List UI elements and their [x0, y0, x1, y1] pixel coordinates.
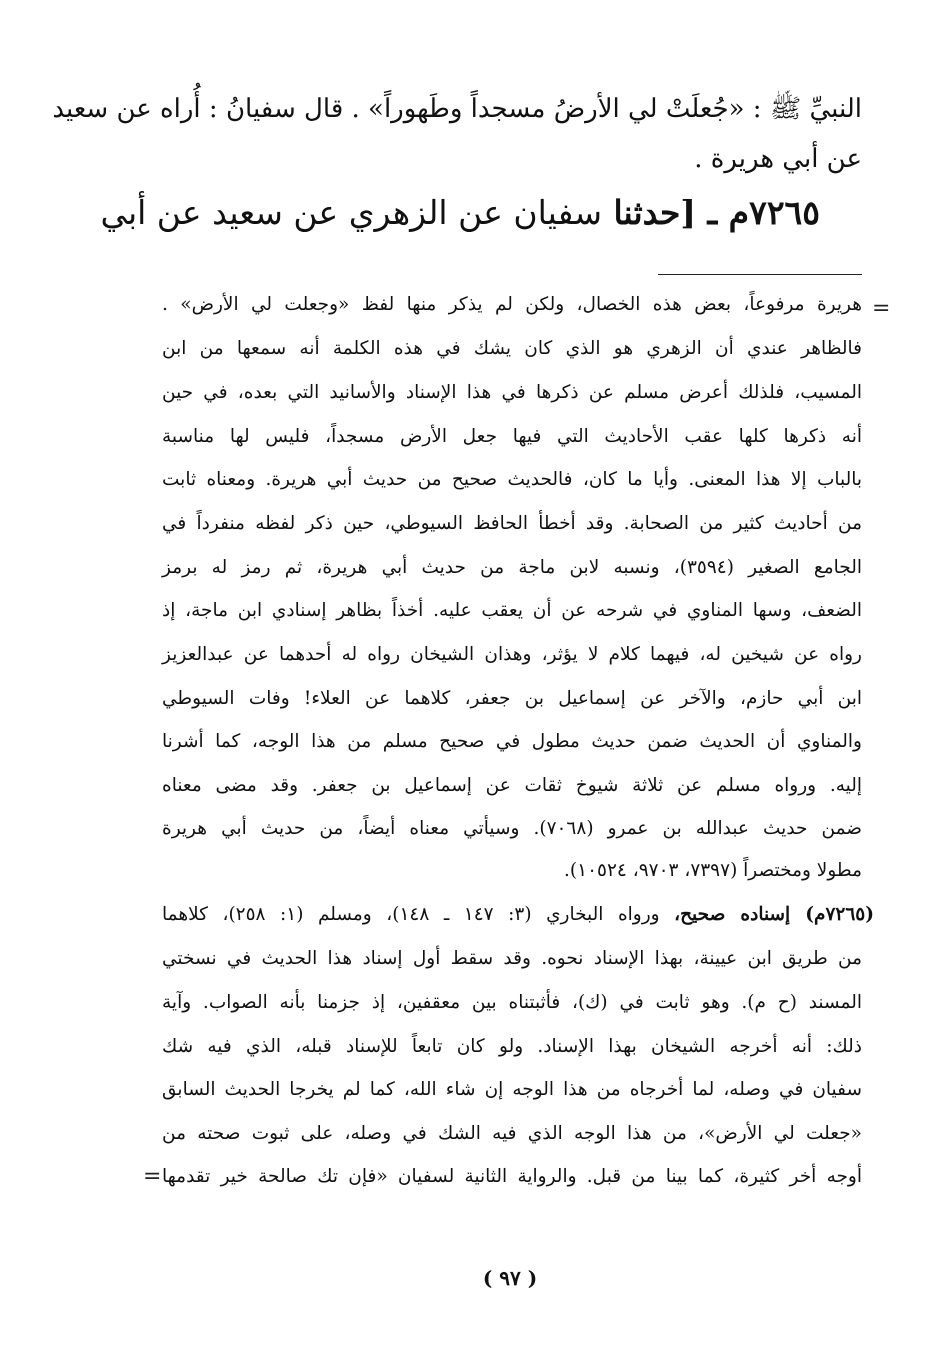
- footnote-line: الضعف، وسها المناوي في شرحه عن أن يعقب عليه. أخذاً بظاهر إسنادي ابن ماجة، إذ: [162, 600, 862, 621]
- footnote-line: هريرة مرفوعاً، بعض هذه الخصال، ولكن لم يذكر منها لفظ «وجعلت لي الأرض» .: [162, 294, 862, 315]
- footnote-2-first-line: [162, 906, 874, 925]
- footnote-line: بالباب إلا هذا المعنى. وأيا ما كان، فالحديث صحيح من حديث أبي هريرة. ومعناه ثابت: [162, 469, 862, 490]
- footnote-2-first-rest: ورواه البخاري (٣: ١٤٧ ـ ١٤٨)، ومسلم (١: ٢٥٨)، كلاهما: [162, 904, 675, 925]
- continuation-mark-top: =: [872, 296, 891, 321]
- footnote-line: الجامع الصغير (٣٥٩٤)، ونسبه لابن ماجة من حديث أبي هريرة، ثم رمز له برمز: [162, 557, 863, 578]
- page-number: ( ٩٧ ): [482, 1266, 538, 1290]
- main-text-line-2: عن أبي هريرة .: [694, 144, 862, 174]
- footnote-line: فالظاهر عندي أن الزهري هو الذي كان يشك في هذه الكلمة أنه سمعها من ابن: [162, 338, 862, 359]
- footnote-line: ذلك: أنه أخرجه الشيخان بهذا الإسناد. ولو كان تابعاً للإسناد قبله، الذي فيه شك: [162, 1036, 862, 1057]
- footnote-line: أنه ذكرها كلها عقب الأحاديث التي فيها جعل الأرض مسجداً، فليس لها مناسبة: [162, 426, 862, 447]
- footnote-line: «جعلت لي الأرض»، من هذا الوجه الذي فيه الشك في وصله، على ثبوت صحته من: [162, 1123, 862, 1144]
- main-text-line-1: النبيِّ ﷺ : «جُعلَتْ لي الأرضُ مسجداً وطَهوراً» . قال سفيانُ : أُراه عن سعيد: [52, 94, 862, 124]
- footnote-line: سفيان في وصله، لما أخرجاه من هذا الوجه إن شاء الله، كما لم يخرجا الحديث السابق: [162, 1079, 862, 1100]
- hadith-text: سفيان عن الزهري عن سعيد عن أبي: [100, 193, 602, 232]
- footnote-2-lead: (٧٢٦٥م) إسناده صحيح،: [674, 904, 874, 925]
- hadith-heading: [100, 193, 820, 232]
- footnote-line: ابن أبي حازم، والآخر عن إسماعيل بن جعفر، كلاهما عن العلاء! وفات السيوطي: [162, 688, 862, 709]
- footnote-line: ضمن حديث عبدالله بن عمرو (٧٠٦٨). وسيأتي معناه أيضاً، من حديث أبي هريرة: [162, 818, 862, 839]
- footnote-line: المسيب، فلذلك أعرض مسلم عن ذكرها في هذا الإسناد والأسانيد التي بعده، في حين: [162, 382, 862, 403]
- footnote-separator: [658, 274, 862, 275]
- footnote-line: رواه عن شيخين له، فيهما كلام لا يؤثر، وهذان الشيخان رواه له أحدهما عن عبدالعزيز: [162, 644, 862, 665]
- continuation-mark-bottom: =: [143, 1164, 162, 1189]
- footnote-line: من أحاديث كثير من الصحابة. وقد أخطأ الحافظ السيوطي، حين ذكر لفظه منفرداً في: [162, 513, 862, 534]
- footnote-line: المسند (ح م). وهو ثابت في (ك)، فأثبتناه بين معقفين، إذ جزمنا بأنه الصواب. وآية: [162, 992, 862, 1013]
- footnote-line: مطولا ومختصراً (٧٣٩٧، ٩٧٠٣، ١٠٥٢٤).: [564, 860, 862, 881]
- footnote-line: أوجه أخر كثيرة، كما بينا من قبل. والرواية الثانية لسفيان «فإن تك صالحة خير تقدمها: [162, 1166, 862, 1187]
- footnote-line: من طريق ابن عيينة، بهذا الإسناد نحوه. وقد سقط أول إسناد هذا الحديث في نسختي: [162, 948, 862, 969]
- footnote-line: إليه. ورواه مسلم عن ثلاثة شيوخ ثقات عن إسماعيل بن جعفر. وقد مضى معناه: [162, 775, 862, 796]
- footnote-line: والمناوي أن الحديث ضمن حديث مطول في صحيح مسلم من هذا الوجه، كما أشرنا: [162, 731, 862, 752]
- hadith-number: ٧٢٦٥م ـ [حدثنا: [613, 193, 820, 232]
